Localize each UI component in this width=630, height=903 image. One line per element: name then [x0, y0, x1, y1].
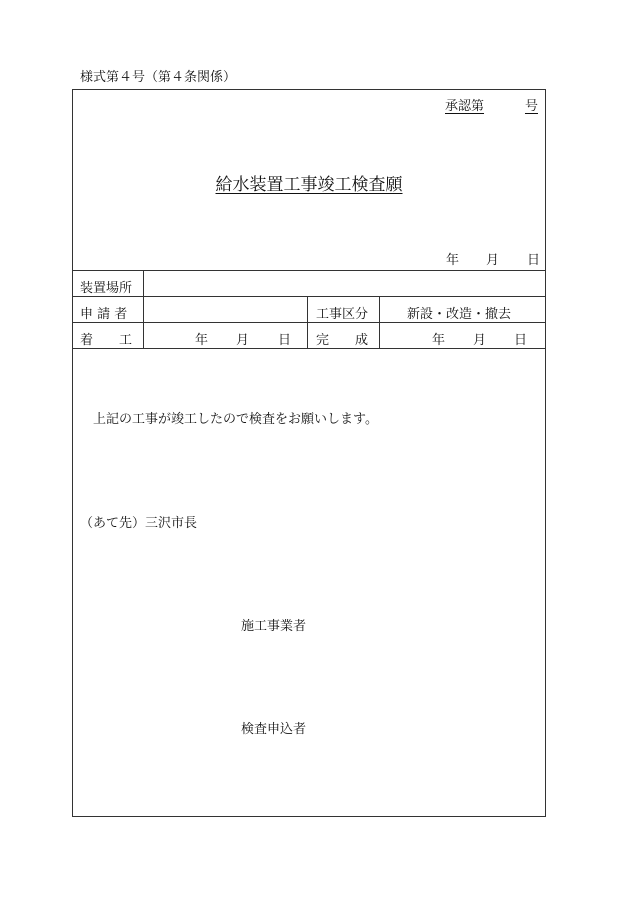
applicant-label: 申 請 者	[80, 307, 128, 322]
contractor-label: 施工事業者	[241, 619, 307, 634]
inspection-applicant-label: 検査申込者	[241, 722, 307, 737]
start-day: 日	[278, 333, 292, 348]
completion-day: 日	[514, 333, 528, 348]
start-month: 月	[236, 333, 250, 348]
form-title: 給水装置工事竣工検査願	[215, 175, 403, 195]
form-frame	[72, 89, 546, 817]
approval-suffix: 号	[524, 99, 538, 114]
addressee: （あて先）三沢市長	[80, 516, 198, 531]
work-type-label: 工事区分	[316, 307, 369, 322]
work-type-options[interactable]: 新設・改造・撤去	[407, 307, 512, 322]
location-label: 装置場所	[80, 281, 133, 296]
approval-prefix: 承認第	[445, 99, 485, 114]
date-day: 日	[527, 253, 541, 268]
table-bottom-line	[72, 348, 545, 349]
start-year: 年	[195, 333, 209, 348]
table-mid-label-divider	[379, 296, 380, 348]
date-year: 年	[446, 253, 460, 268]
table-label-divider	[143, 270, 144, 348]
completion-year: 年	[432, 333, 446, 348]
completion-label: 完 成	[316, 333, 369, 348]
request-statement: 上記の工事が竣工したので検査をお願いします。	[93, 412, 378, 427]
date-month: 月	[486, 253, 500, 268]
approval-number	[445, 95, 538, 114]
table-mid-divider	[307, 296, 308, 348]
completion-month: 月	[473, 333, 487, 348]
start-label: 着 工	[80, 333, 133, 348]
form-number-label: 様式第４号（第４条関係）	[80, 70, 237, 85]
